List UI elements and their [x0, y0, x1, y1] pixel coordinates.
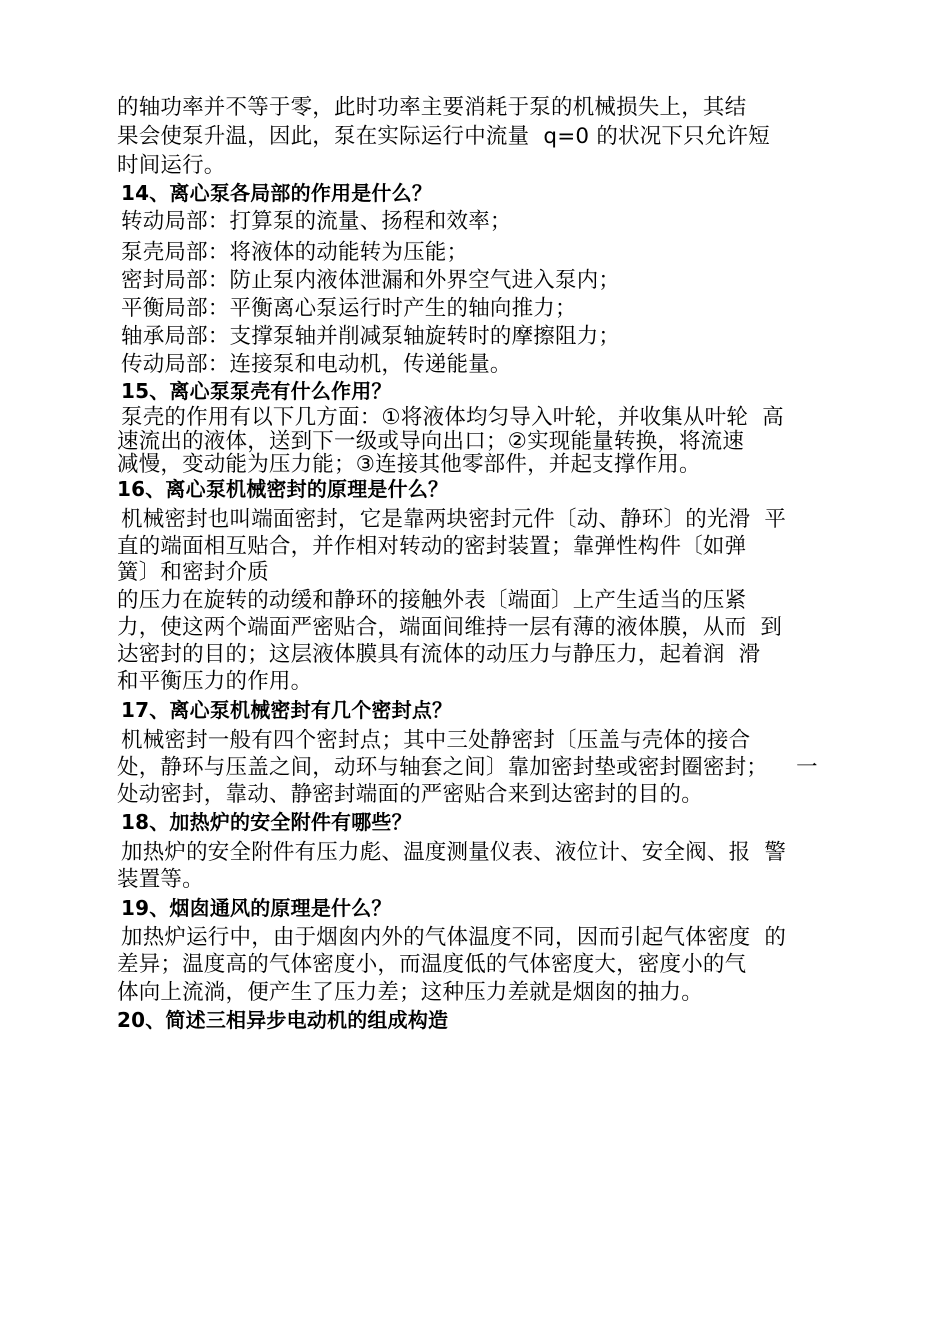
body-line: 密封局部：防止泵内液体泄漏和外界空气进入泵内；: [121, 268, 621, 293]
body-line: 减慢，变动能为压力能；③连接其他零部件，并起支撑作用。: [117, 452, 701, 477]
body-line: 泵壳的作用有以下几方面：①将液体均匀导入叶轮，并收集从叶轮 高: [121, 405, 784, 430]
body-line: 传动局部：连接泵和电动机，传递能量。: [121, 352, 512, 377]
body-line: 装置等。: [117, 867, 204, 892]
question-heading-19: 19、烟囱通风的原理是什么？: [121, 896, 392, 920]
body-line: 簧〕和密封介质: [117, 560, 269, 585]
body-line: 体向上流淌，便产生了压力差；这种压力差就是烟囱的抽力。: [117, 980, 703, 1005]
body-line: 处，静环与压盖之间，动环与轴套之间〕靠加密封垫或密封圈密封； 一: [117, 755, 818, 780]
question-heading-18: 18、加热炉的安全附件有哪些？: [121, 810, 412, 834]
body-line: 和平衡压力的作用。: [117, 669, 313, 694]
body-line: 直的端面相互贴合，并作相对转动的密封装置；靠弹性构件〔如弹: [117, 534, 747, 559]
body-line: 达密封的目的；这层液体膜具有流体的动压力与静压力，起着润 滑: [117, 642, 761, 667]
question-heading-16: 16、离心泵机械密封的原理是什么？: [117, 477, 449, 501]
body-line: 的压力在旋转的动缓和静环的接触外表〔端面〕上产生适当的压紧: [117, 588, 747, 613]
body-line: 果会使泵升温，因此，泵在实际运行中流量 q=0 的状况下只允许短: [117, 124, 770, 149]
question-heading-14: 14、离心泵各局部的作用是什么？: [121, 181, 433, 205]
body-line: 差异；温度高的气体密度小，而温度低的气体密度大，密度小的气: [117, 952, 747, 977]
question-heading-17: 17、离心泵机械密封有几个密封点？: [121, 698, 453, 722]
body-line: 的轴功率并不等于零，此时功率主要消耗于泵的机械损失上，其结: [117, 95, 747, 120]
body-line: 加热炉运行中，由于烟囱内外的气体温度不同，因而引起气体密度 的: [121, 925, 787, 950]
question-heading-20: 20、简述三相异步电动机的组成构造: [117, 1008, 449, 1032]
question-heading-15: 15、离心泵泵壳有什么作用？: [121, 379, 392, 403]
body-line: 泵壳局部：将液体的动能转为压能；: [121, 240, 469, 265]
body-line: 时间运行。: [117, 153, 226, 178]
body-line: 速流出的液体，送到下一级或导向出口；②实现能量转换，将流速: [117, 429, 745, 454]
body-line: 转动局部：打算泵的流量、扬程和效率；: [121, 209, 512, 234]
body-line: 轴承局部：支撑泵轴并削减泵轴旋转时的摩擦阻力；: [121, 324, 621, 349]
body-line: 平衡局部：平衡离心泵运行时产生的轴向推力；: [121, 296, 577, 321]
body-line: 机械密封一般有四个密封点；其中三处静密封〔压盖与壳体的接合: [121, 728, 751, 753]
body-line: 力，使这两个端面严密贴合，端面间维持一层有薄的液体膜，从而 到: [117, 615, 783, 640]
body-line: 加热炉的安全附件有压力彪、温度测量仪表、液位计、安全阀、报 警: [121, 840, 787, 865]
body-line: 机械密封也叫端面密封，它是靠两块密封元件〔动、静环〕的光滑 平: [121, 507, 787, 532]
body-line: 处动密封，靠动、静密封端面的严密贴合来到达密封的目的。: [117, 782, 703, 807]
